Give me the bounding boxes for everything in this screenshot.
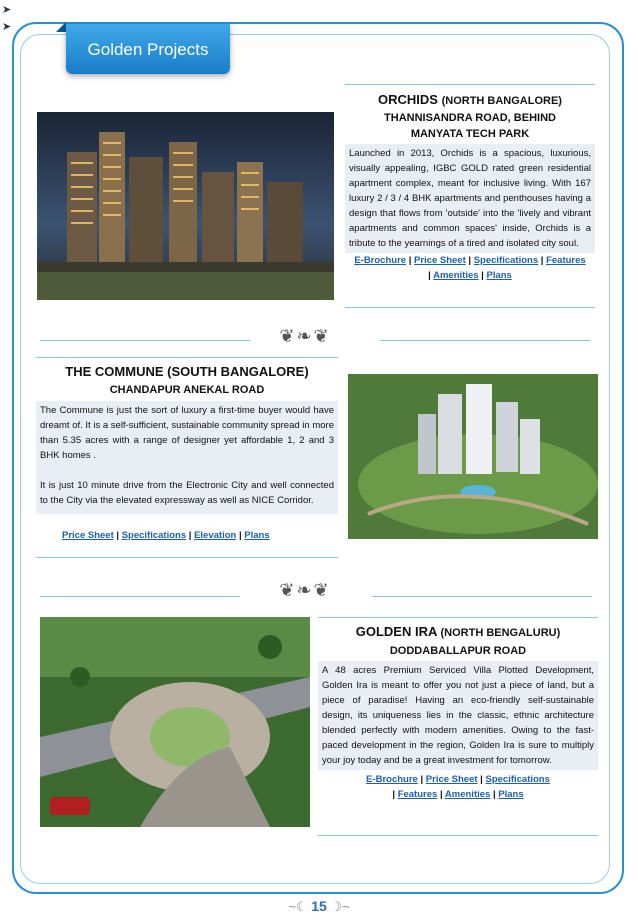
orchids-link-amenities[interactable]: Amenities: [433, 270, 479, 281]
orchids-link-price-sheet[interactable]: Price Sheet: [414, 255, 466, 266]
divider-left-2: [40, 596, 240, 597]
orchids-address-line2: MANYATA TECH PARK: [410, 128, 530, 140]
ira-link-features[interactable]: Features: [397, 789, 438, 800]
page-number: [0, 898, 638, 915]
page-number-value: 15: [311, 898, 327, 914]
orchids-title: [345, 92, 595, 107]
orchids-link-specifications[interactable]: Specifications: [473, 255, 539, 266]
ira-link-brochure[interactable]: E-Brochure: [366, 774, 418, 785]
orchids-info: [345, 92, 595, 283]
ira-description: A 48 acres Premium Serviced Villa Plotted Development, Golden Ira is meant to offer you not just a piece of land, but a piece of paradise! Having an eco-friendly self-sustainable design, its uniqueness lies in the classic, ethnic architecture blended perfectly with modern amenities. Owing to the fast-paced development in the region, Golden Ira is sure to multiply your joy today and be a great investment for tomorrow.: [318, 661, 598, 770]
banner-title: Golden Projects: [87, 40, 209, 59]
orchids-description: Launched in 2013, Orchids is a spacious, luxurious, visually appealing, IGBC GOLD rated green residential apartment complex, meant for inclusive living. With 167 luxury 2 / 3 / 4 BHK apartments and penthouses having a design that flows from 'outside' into the 'lively and vibrant apartments and common spaces' inside, Orchids is a tribute to the yearnings of a tired and isolated city soul.: [345, 144, 595, 253]
up-arrow-icon: ➤: [2, 4, 12, 16]
ira-photo: [40, 617, 310, 827]
commune-link-plans[interactable]: Plans: [244, 530, 270, 541]
divider-left: [40, 340, 250, 341]
ira-address: DODDABALLAPUR ROAD: [389, 645, 527, 657]
orchids-link-plans[interactable]: Plans: [486, 270, 512, 281]
commune-address: CHANDAPUR ANEKAL ROAD: [109, 384, 265, 396]
orchids-photo: [37, 112, 334, 300]
commune-link-price-sheet[interactable]: Price Sheet: [62, 530, 114, 541]
ira-link-plans[interactable]: Plans: [498, 789, 524, 800]
commune-photo: [348, 374, 598, 539]
commune-description-p1: The Commune is just the sort of luxury a first-time buyer would have dreamt of. It is a self-sufficient, sustainable community spread in more than 5.35 acres with a range of designer yet affordable 1, 2 and 3 BHK homes .: [40, 405, 334, 461]
page-number-right-mark: ☽~: [330, 899, 350, 914]
orchids-name: ORCHIDS: [378, 92, 438, 107]
commune-region: (SOUTH BANGALORE): [167, 364, 309, 379]
commune-description-p2: It is just 10 minute drive from the Electronic City and well connected to the City via the elevated expressway as well as NICE Corridor.: [40, 480, 334, 506]
orchids-region: (NORTH BANGALORE): [441, 95, 562, 107]
flourish-divider-icon: ❦❧❦: [279, 580, 331, 600]
commune-links: Price Sheet | Specifications | Elevation | Plans: [62, 530, 270, 541]
ira-top-rule: [318, 617, 598, 618]
commune-title: [36, 364, 338, 379]
ira-title: [318, 624, 598, 639]
divider-right: [380, 340, 590, 341]
orchids-link-brochure[interactable]: E-Brochure: [354, 255, 407, 266]
ira-region: (NORTH BENGALURU): [440, 627, 561, 639]
commune-name: THE COMMUNE: [65, 364, 164, 379]
orchids-top-rule: [345, 84, 595, 85]
banner-fold: [56, 22, 66, 32]
commune-description: [36, 401, 338, 514]
orchids-building-image: [37, 112, 334, 300]
commune-bottom-rule: [36, 557, 338, 558]
orchids-address-line1: THANNISANDRA ROAD, BEHIND: [384, 112, 556, 124]
divider-right-2: [372, 596, 592, 597]
commune-aerial-image: [348, 374, 598, 539]
orchids-links: E-Brochure | Price Sheet | Specifications | Features | Amenities | Plans: [354, 255, 586, 281]
commune-link-specifications[interactable]: Specifications: [121, 530, 187, 541]
commune-top-rule: [36, 357, 338, 358]
orchids-bottom-rule: [345, 307, 595, 308]
ira-info: [318, 624, 598, 802]
ira-layout-image: [40, 617, 310, 827]
up-arrow-icon: ➤: [2, 21, 12, 33]
ira-link-price-sheet[interactable]: Price Sheet: [425, 774, 478, 785]
ira-bottom-rule: [318, 835, 598, 836]
ira-name: GOLDEN IRA: [355, 624, 437, 639]
flourish-divider-icon: ❦❧❦: [279, 326, 331, 346]
section-banner: [66, 24, 230, 74]
page-number-left-mark: ~☾: [288, 899, 308, 914]
ira-links: E-Brochure | Price Sheet | Specifications | Features | Amenities | Plans: [366, 774, 550, 800]
commune-info: [36, 364, 338, 543]
orchids-link-features[interactable]: Features: [546, 255, 586, 266]
commune-link-elevation[interactable]: Elevation: [194, 530, 237, 541]
ira-link-amenities[interactable]: Amenities: [444, 789, 491, 800]
ira-link-specifications[interactable]: Specifications: [485, 774, 550, 785]
